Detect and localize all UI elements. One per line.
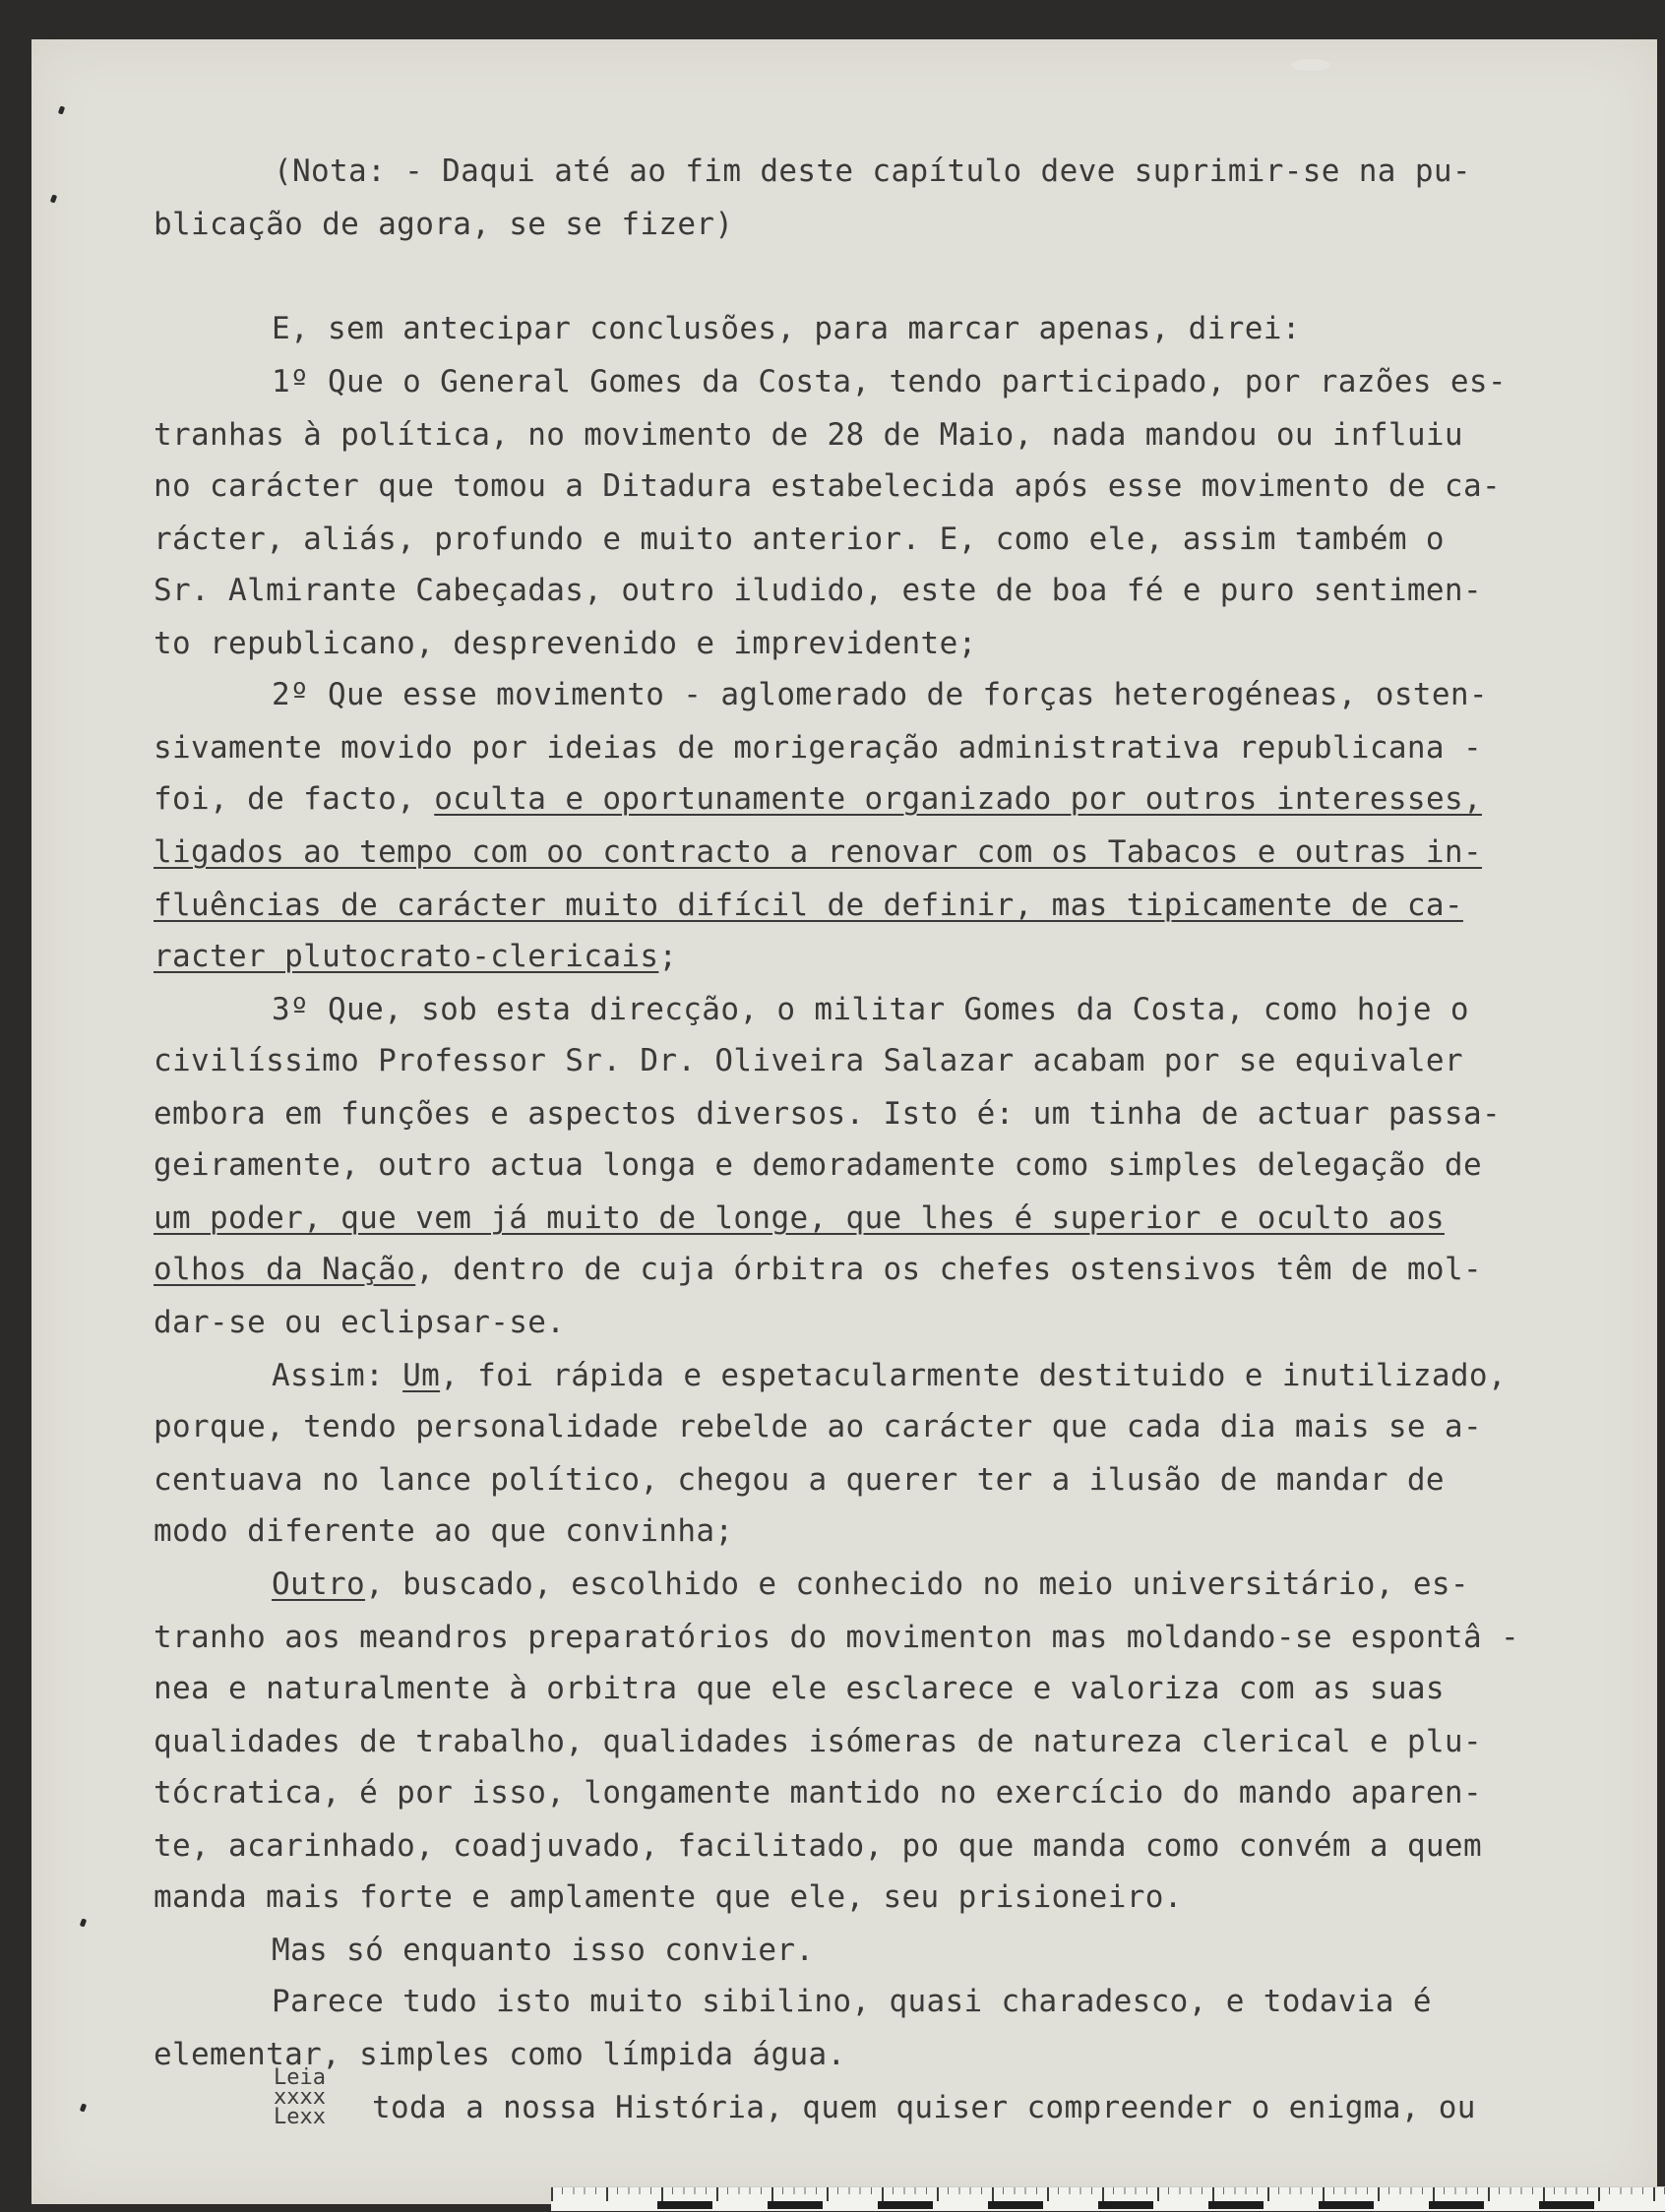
text-line [154, 834, 1482, 870]
overtyped-word: Lexx [274, 2105, 326, 2129]
text-line: tranho aos meandros preparatórios do movimenton mas moldando-se espontâ - [154, 1620, 1519, 1655]
text-line: embora em funções e aspectos diversos. Isto é: um tinha de actuar passa- [154, 1096, 1501, 1132]
text-line: porque, tendo personalidade rebelde ao carácter que cada dia mais se a- [154, 1409, 1482, 1444]
text-line: no carácter que tomou a Ditadura estabelecida após esse movimento de ca- [154, 468, 1501, 504]
text-line: tócratica, é por isso, longamente mantido no exercício do mando aparen- [154, 1775, 1482, 1811]
overtyped-word: xxxx [274, 2085, 326, 2110]
text-line: to republicano, desprevenido e imprevidente; [154, 626, 977, 661]
text-line: modo diferente ao que convinha; [154, 1513, 734, 1549]
underlined-text: Outro [272, 1567, 366, 1602]
text-line [154, 888, 1463, 923]
text-line [154, 781, 1482, 817]
text-line: 1º Que o General Gomes da Costa, tendo participado, por razões es- [272, 364, 1507, 399]
underlined-text: fluências de carácter muito difícil de definir, mas tipicamente de ca- [154, 888, 1463, 923]
text-line [154, 1252, 1482, 1287]
underlined-text: racter plutocrato-clericais [154, 939, 659, 974]
text-segment: ; [658, 939, 678, 974]
text-line: sivamente movido por ideias de morigeração administrativa republicana - [154, 730, 1482, 766]
text-line: Sr. Almirante Cabeçadas, outro iludido, este de boa fé e puro sentimen- [154, 573, 1482, 608]
ruler-block [1539, 2201, 1594, 2209]
text-line [154, 939, 677, 974]
text-line: civilíssimo Professor Sr. Dr. Oliveira Salazar acabam por se equivaler [154, 1043, 1463, 1078]
text-line: toda a nossa História, quem quiser compreender o enigma, ou [372, 2090, 1476, 2125]
ruler-block [1098, 2201, 1153, 2209]
text-line: 2º Que esse movimento - aglomerado de forças heterogéneas, osten- [272, 677, 1488, 712]
text-line: E, sem antecipar conclusões, para marcar apenas, direi: [272, 311, 1301, 346]
text-line: rácter, aliás, profundo e muito anterior. E, como ele, assim também o [154, 522, 1445, 557]
ruler-block [878, 2201, 933, 2209]
ruler-block [988, 2201, 1043, 2209]
text-line: Parece tudo isto muito sibilino, quasi charadesco, e todavia é [272, 1984, 1432, 2019]
text-segment: , dentro de cuja órbitra os chefes ostensivos têm de mol- [415, 1252, 1482, 1287]
text-segment: Assim: [272, 1358, 403, 1393]
ruler-block [1208, 2201, 1264, 2209]
overtyped-margin-words [274, 2065, 354, 2129]
text-segment: , foi rápida e espetacularmente destituido e inutilizado, [440, 1358, 1507, 1393]
text-line: dar-se ou eclipsar-se. [154, 1305, 566, 1340]
ruler-block [768, 2201, 823, 2209]
text-line: elementar, simples como límpida água. [154, 2037, 846, 2072]
underlined-text: um poder, que vem já muito de longe, que lhes é superior e oculto aos [154, 1200, 1445, 1236]
ruler-block [657, 2201, 712, 2209]
text-line: (Nota: - Daqui até ao fim deste capítulo deve suprimir-se na pu- [274, 154, 1471, 189]
text-line: Mas só enquanto isso convier. [272, 1933, 815, 1968]
text-line: geiramente, outro actua longa e demoradamente como simples delegação de [154, 1147, 1482, 1183]
underlined-text: olhos da Nação [154, 1252, 416, 1287]
text-line [154, 1200, 1445, 1236]
text-line: nea e naturalmente à orbitra que ele esclarece e valoriza com as suas [154, 1671, 1445, 1706]
text-line: manda mais forte e amplamente que ele, seu prisioneiro. [154, 1879, 1183, 1915]
scale-ruler [551, 2186, 1665, 2211]
text-line: centuava no lance político, chegou a querer ter a ilusão de mandar de [154, 1462, 1445, 1498]
text-segment: foi, de facto, [154, 781, 435, 817]
text-line: tranhas à política, no movimento de 28 de Maio, nada mandou ou influiu [154, 417, 1463, 453]
text-line: qualidades de trabalho, qualidades isómeras de natureza clerical e plu- [154, 1724, 1482, 1759]
text-segment: , buscado, escolhido e conhecido no meio universitário, es- [365, 1567, 1469, 1602]
text-line [272, 1358, 1507, 1393]
text-line: te, acarinhado, coadjuvado, facilitado, po que manda como convém a quem [154, 1828, 1482, 1864]
text-line: blicação de agora, se se fizer) [154, 207, 734, 242]
underlined-text: Um [402, 1358, 441, 1393]
underlined-text: ligados ao tempo com oo contracto a renovar com os Tabacos e outras in- [154, 834, 1482, 870]
ruler-block [1319, 2201, 1374, 2209]
underlined-text: oculta e oportunamente organizado por outros interesses, [434, 781, 1482, 817]
ruler-block [1429, 2201, 1484, 2209]
text-line [272, 1567, 1469, 1602]
text-line: 3º Que, sob esta direcção, o militar Gomes da Costa, como hoje o [272, 992, 1469, 1027]
overtyped-word: Leia [274, 2065, 326, 2090]
